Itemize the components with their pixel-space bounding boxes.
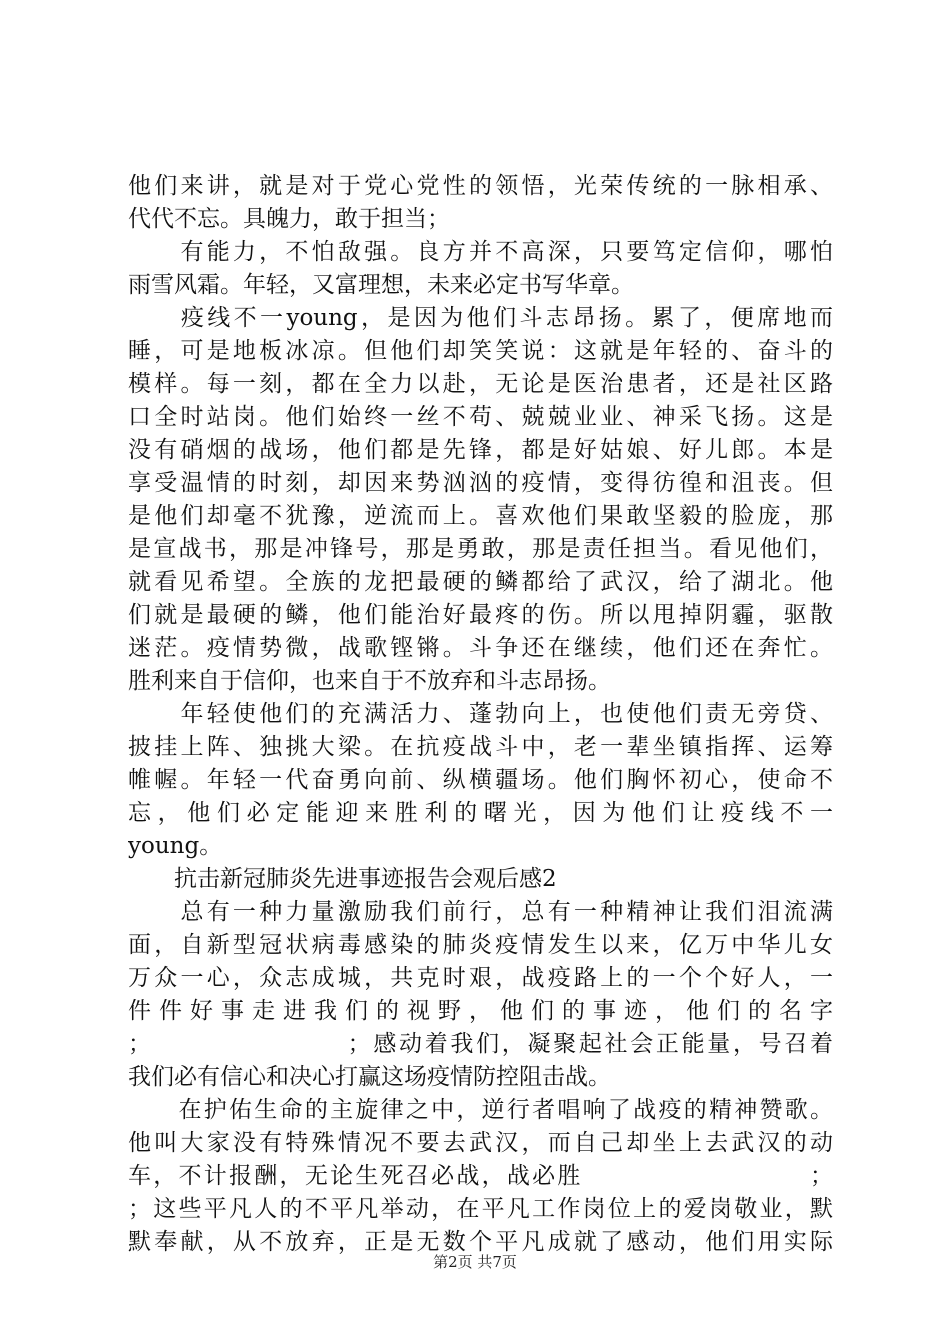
body-text-line: 就看见希望。全族的龙把最硬的鳞都给了武汉，给了湖北。他 bbox=[128, 569, 833, 595]
body-text-line: 模样。每一刻，都在全力以赴，无论是医治患者，还是社区路 bbox=[128, 371, 833, 397]
body-text-line: 他叫大家没有特殊情况不要去武汉，而自己却坐上去武汉的动 bbox=[128, 1130, 833, 1156]
body-text-line: 忘，他们必定能迎来胜利的曙光，因为他们让疫线不一 bbox=[128, 800, 833, 826]
body-text-line: 披挂上阵、独挑大梁。在抗疫战斗中，老一辈坐镇指挥、运筹 bbox=[128, 734, 833, 760]
body-text-line: ； ；感动着我们，凝聚起社会正能量，号召着 bbox=[128, 1031, 833, 1057]
body-text-line: 雨雪风霜。年轻，又富理想，未来必定书写华章。 bbox=[128, 272, 634, 298]
page-number-footer: 第2页 共7页 bbox=[433, 1253, 517, 1271]
body-text-line: 我们必有信心和决心打赢这场疫情防控阻击战。 bbox=[128, 1064, 611, 1090]
body-text-line: 面，自新型冠状病毒感染的肺炎疫情发生以来，亿万中华儿女 bbox=[128, 932, 833, 958]
body-text-line: 在护佑生命的主旋律之中，逆行者唱响了战疫的精神赞歌。 bbox=[128, 1097, 833, 1123]
body-text-line: 没有硝烟的战场，他们都是先锋，都是好姑娘、好儿郎。本是 bbox=[128, 437, 833, 463]
body-text-line: 代代不忘。具魄力，敢于担当； bbox=[128, 206, 450, 232]
body-text-line: 帷幄。年轻一代奋勇向前、纵横疆场。他们胸怀初心，使命不 bbox=[128, 767, 833, 793]
body-text-line: 年轻使他们的充满活力、蓬勃向上，也使他们责无旁贷、 bbox=[128, 701, 833, 727]
body-text-line: 万众一心，众志成城，共克时艰，战疫路上的一个个好人，一 bbox=[128, 965, 833, 991]
body-text-line: 总有一种力量激励我们前行，总有一种精神让我们泪流满 bbox=[128, 899, 833, 925]
body-text-line: 车，不计报酬，无论生死召必战，战必胜 ； bbox=[128, 1163, 833, 1189]
body-text-line: 件件好事走进我们的视野，他们的事迹，他们的名字 bbox=[128, 998, 833, 1024]
section-heading: 抗击新冠肺炎先进事迹报告会观后感2 bbox=[128, 866, 557, 892]
body-text-line: ；这些平凡人的不平凡举动，在平凡工作岗位上的爱岗敬业，默 bbox=[128, 1196, 833, 1222]
body-text-line: 是他们却毫不犹豫，逆流而上。喜欢他们果敢坚毅的脸庞，那 bbox=[128, 503, 833, 529]
body-text-line: 口全时站岗。他们始终一丝不苟、兢兢业业、神采飞扬。这是 bbox=[128, 404, 833, 430]
body-text-line: young。 bbox=[128, 833, 223, 859]
body-text-line: 们就是最硬的鳞，他们能治好最疼的伤。所以甩掉阴霾，驱散 bbox=[128, 602, 833, 628]
body-text-line: 有能力，不怕敌强。良方并不高深，只要笃定信仰，哪怕 bbox=[128, 239, 833, 265]
body-text-line: 睡，可是地板冰凉。但他们却笑笑说：这就是年轻的、奋斗的 bbox=[128, 338, 833, 364]
body-text-line: 迷茫。疫情势微，战歌铿锵。斗争还在继续，他们还在奔忙。 bbox=[128, 635, 833, 661]
body-text-line: 享受温情的时刻，却因来势汹汹的疫情，变得彷徨和沮丧。但 bbox=[128, 470, 833, 496]
body-text-line: 默奉献，从不放弃，正是无数个平凡成就了感动，他们用实际 bbox=[128, 1229, 833, 1255]
body-text-line: 是宣战书，那是冲锋号，那是勇敢，那是责任担当。看见他们， bbox=[128, 536, 833, 562]
body-text-line: 他们来讲，就是对于党心党性的领悟，光荣传统的一脉相承、 bbox=[128, 173, 833, 199]
body-text-line: 疫线不一young，是因为他们斗志昂扬。累了，便席地而 bbox=[128, 305, 833, 331]
body-text-line: 胜利来自于信仰，也来自于不放弃和斗志昂扬。 bbox=[128, 668, 611, 694]
